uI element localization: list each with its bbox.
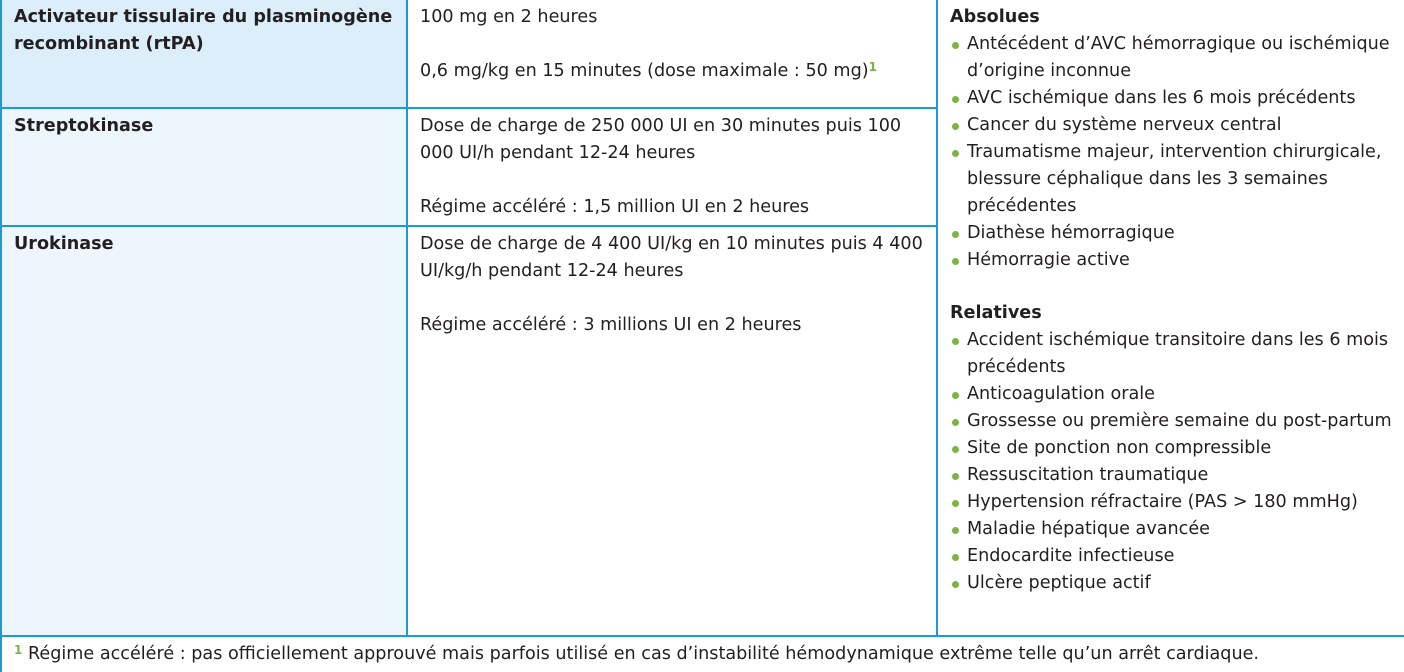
contraindication-item: Ressuscitation traumatique <box>950 462 1396 489</box>
drug-name-rtpa: Activateur tissulaire du plasminogène recombinant (rtPA) <box>1 0 407 108</box>
footnote-text: Régime accéléré : pas officiellement approuvé mais parfois utilisé en cas d’instabilité hémodynamique extrême telle qu’un arrêt cardiaque. <box>22 644 1260 664</box>
absolute-heading: Absolues <box>950 7 1040 27</box>
footnote <box>1 636 1404 672</box>
contraindication-item: AVC ischémique dans les 6 mois précédents <box>950 85 1396 112</box>
contraindication-item: Anticoagulation orale <box>950 381 1396 408</box>
dose-regimen: Dose de charge de 4 400 UI/kg en 10 minutes puis 4 400 UI/kg/h pendant 12-24 heures <box>420 234 923 281</box>
contraindication-item: Site de ponction non compressible <box>950 435 1396 462</box>
contraindication-item: Hypertension réfractaire (PAS > 180 mmHg) <box>950 489 1396 516</box>
contraindication-item: Maladie hépatique avancée <box>950 516 1396 543</box>
dose-regimen-accelerated: Régime accéléré : 3 millions UI en 2 heures <box>420 315 802 335</box>
table-row <box>1 636 1404 672</box>
contraindication-item: Cancer du système nerveux central <box>950 112 1396 139</box>
dose-text: 0,6 mg/kg en 15 minutes (dose maximale : 50 mg) <box>420 61 869 81</box>
dose-cell-rtpa <box>407 0 937 108</box>
drug-name-streptokinase: Streptokinase <box>1 108 407 226</box>
contraindication-item: Grossesse ou première semaine du post-partum <box>950 408 1396 435</box>
contraindication-item: Endocardite infectieuse <box>950 543 1396 570</box>
table-row <box>1 0 1404 108</box>
contraindication-item: Antécédent d’AVC hémorragique ou ischémique d’origine inconnue <box>950 31 1396 85</box>
relative-contraindications-list <box>950 327 1396 597</box>
contraindications-cell <box>937 0 1404 636</box>
footnote-marker: 1 <box>868 60 877 74</box>
dose-regimen: 100 mg en 2 heures <box>420 7 598 27</box>
contraindication-item: Diathèse hémorragique <box>950 220 1396 247</box>
dose-regimen-accelerated <box>420 58 928 85</box>
dose-regimen-accelerated: Régime accéléré : 1,5 million UI en 2 heures <box>420 197 810 217</box>
footnote-marker: 1 <box>14 643 23 657</box>
contraindication-item: Hémorragie active <box>950 247 1396 274</box>
contraindication-item: Traumatisme majeur, intervention chirurgicale, blessure céphalique dans les 3 semaines précédentes <box>950 139 1396 220</box>
relative-heading: Relatives <box>950 303 1042 323</box>
absolute-contraindications-list <box>950 31 1396 274</box>
contraindication-item: Accident ischémique transitoire dans les 6 mois précédents <box>950 327 1396 381</box>
contraindication-item: Ulcère peptique actif <box>950 570 1396 597</box>
dose-regimen: Dose de charge de 250 000 UI en 30 minutes puis 100 000 UI/h pendant 12-24 heures <box>420 116 902 163</box>
dose-cell-streptokinase <box>407 108 937 226</box>
drug-name-urokinase: Urokinase <box>1 226 407 636</box>
dose-cell-urokinase <box>407 226 937 636</box>
